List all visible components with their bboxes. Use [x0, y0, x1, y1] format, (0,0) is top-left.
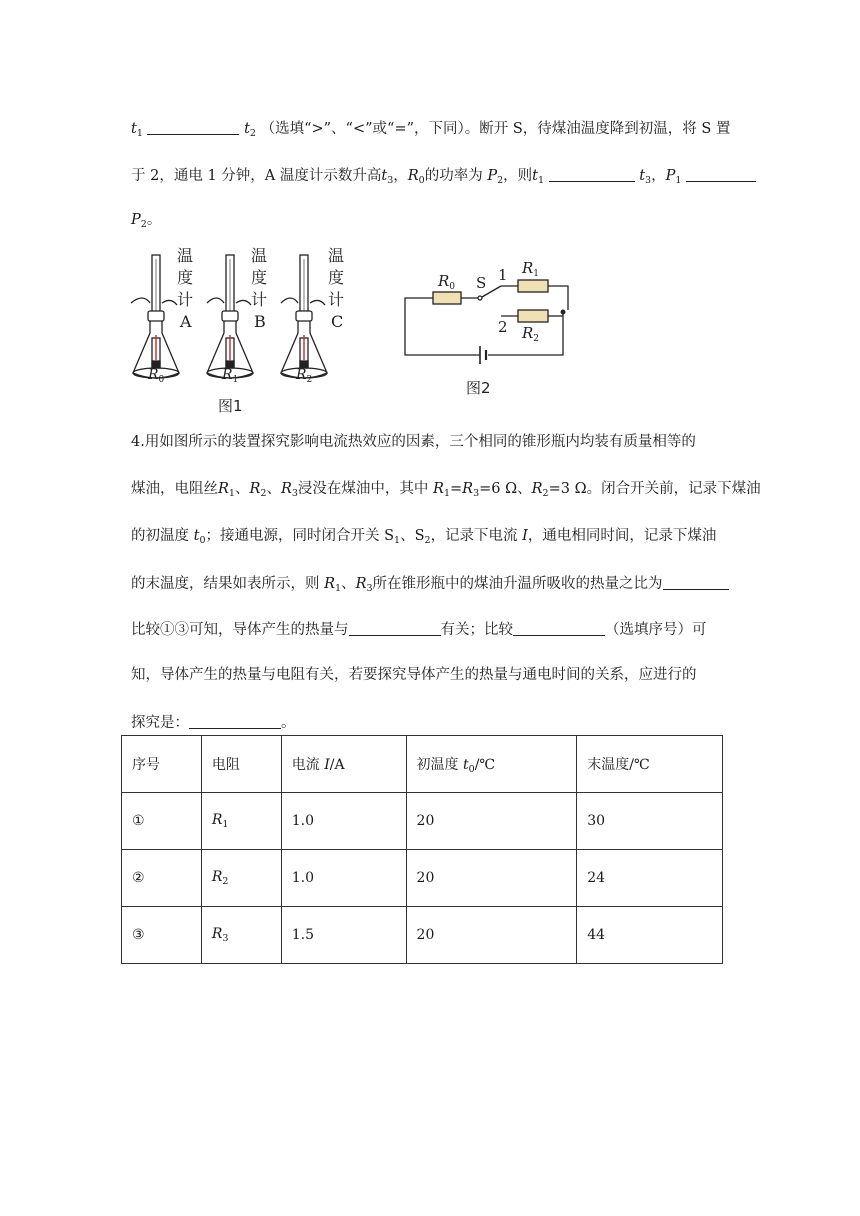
- cell-seq: ①: [122, 793, 202, 850]
- var-t: t: [131, 121, 137, 137]
- q4-line-2: 煤油，电阻丝$R_1$、$R_2$、$R_3$浸没在煤油中，其中 $R_1=R_3=6$ Ω、$R_2=3$ Ω。闭合开关前，记录下煤油: [131, 481, 761, 499]
- thermo-b-char-2: 度: [251, 268, 268, 287]
- answer-blank[interactable]: [349, 620, 441, 636]
- intro-line-3: $P_2$。: [131, 212, 162, 230]
- q4-line-3: 的初温度 $t_0$；接通电源，同时闭合开关 $S_1$、$S_2$，记录下电流 I，通电相同时间，记录下煤油: [131, 528, 717, 546]
- header-final-temp: 末温度/℃: [577, 736, 723, 793]
- figure-2-caption: 图2: [466, 379, 491, 397]
- cell-seq: ③: [122, 907, 202, 964]
- q4-line-5: 比较①③可知，导体产生的热量与 有关；比较 （选填序号）可: [131, 622, 707, 638]
- q4-line-4: 的末温度，结果如表所示，则 $R_1$、$R_3$所在锥形瓶中的煤油升温所吸收的热量之比为: [131, 574, 731, 599]
- thermo-a-char-3: 计: [177, 290, 194, 309]
- answer-blank[interactable]: [686, 166, 756, 182]
- flask-c-resistor-label: $R_2$: [296, 367, 313, 385]
- cell-seq: ②: [122, 850, 202, 907]
- thermo-b-char-1: 温: [251, 246, 268, 265]
- answer-blank[interactable]: [549, 166, 635, 182]
- switch-label: S: [476, 274, 487, 292]
- cell-final-temp: 44: [577, 907, 723, 964]
- figure-1: [125, 243, 375, 418]
- table-header-row: [122, 736, 723, 793]
- thermo-c-letter: C: [331, 312, 344, 331]
- answer-blank[interactable]: [147, 119, 239, 135]
- figure-2-circuit: [398, 250, 578, 400]
- answer-blank[interactable]: [513, 620, 605, 636]
- flask-b-resistor-label: $R_1$: [222, 367, 239, 385]
- cell-current: 1.0: [281, 850, 406, 907]
- answer-blank[interactable]: [663, 574, 729, 590]
- header-current: 电流 I/A: [281, 736, 406, 793]
- cell-resistance: $R_3$: [201, 907, 281, 964]
- figure-1-caption: 图1: [218, 397, 243, 415]
- r2-label: $R_2$: [522, 324, 540, 344]
- flask-a-resistor-label: $R_0$: [148, 367, 165, 385]
- cell-resistance: $R_2$: [201, 850, 281, 907]
- thermo-c-char-1: 温: [328, 246, 345, 265]
- cell-resistance: $R_1$: [201, 793, 281, 850]
- cell-current: 1.5: [281, 907, 406, 964]
- answer-blank[interactable]: [189, 713, 281, 729]
- header-resistance: 电阻: [201, 736, 281, 793]
- r1-label: $R_1$: [522, 259, 540, 279]
- r0-label: $R_0$: [438, 272, 456, 292]
- table-row: [122, 907, 723, 964]
- intro-line-2: 于 2，通电 1 分钟，A 温度计示数升高$t_3$，$R_0$的功率为 $P_2$，则$t_1$ $t_3$，$P_1$: [131, 166, 731, 191]
- q4-line-6: 知，导体产生的热量与电阻有关，若要探究导体产生的热量与通电时间的关系，应进行的: [131, 667, 697, 683]
- thermo-b-letter: B: [254, 312, 266, 331]
- cell-initial-temp: 20: [406, 793, 577, 850]
- results-table: [121, 735, 723, 964]
- q4-line-7: 探究是： 。: [131, 715, 296, 731]
- thermo-c-char-3: 计: [328, 290, 345, 309]
- flask-b: [207, 255, 253, 378]
- thermo-a-letter: A: [180, 312, 192, 331]
- flask-c: [281, 255, 327, 378]
- cell-initial-temp: 20: [406, 907, 577, 964]
- thermo-a-char-1: 温: [177, 246, 194, 265]
- intro-line-1: $t_1$ $t_2$ （选填“>”、“<”或“=”，下同）。断开 S，待煤油温度降到初温，将 S 置: [131, 121, 731, 139]
- table-row: [122, 793, 723, 850]
- switch-position-1: 1: [498, 266, 508, 284]
- table-row: [122, 850, 723, 907]
- thermo-b-char-3: 计: [251, 290, 268, 309]
- switch-position-2: 2: [498, 318, 508, 336]
- q4-line-1: 4.用如图所示的装置探究影响电流热效应的因素，三个相同的锥形瓶内均装有质量相等的: [131, 434, 696, 450]
- cell-current: 1.0: [281, 793, 406, 850]
- thermo-a-char-2: 度: [177, 268, 194, 287]
- thermo-c-char-2: 度: [328, 268, 345, 287]
- cell-initial-temp: 20: [406, 850, 577, 907]
- header-initial-temp: 初温度 $t_0/℃$: [406, 736, 577, 793]
- flask-a: [131, 255, 179, 378]
- header-seq: 序号: [122, 736, 202, 793]
- cell-final-temp: 30: [577, 793, 723, 850]
- cell-final-temp: 24: [577, 850, 723, 907]
